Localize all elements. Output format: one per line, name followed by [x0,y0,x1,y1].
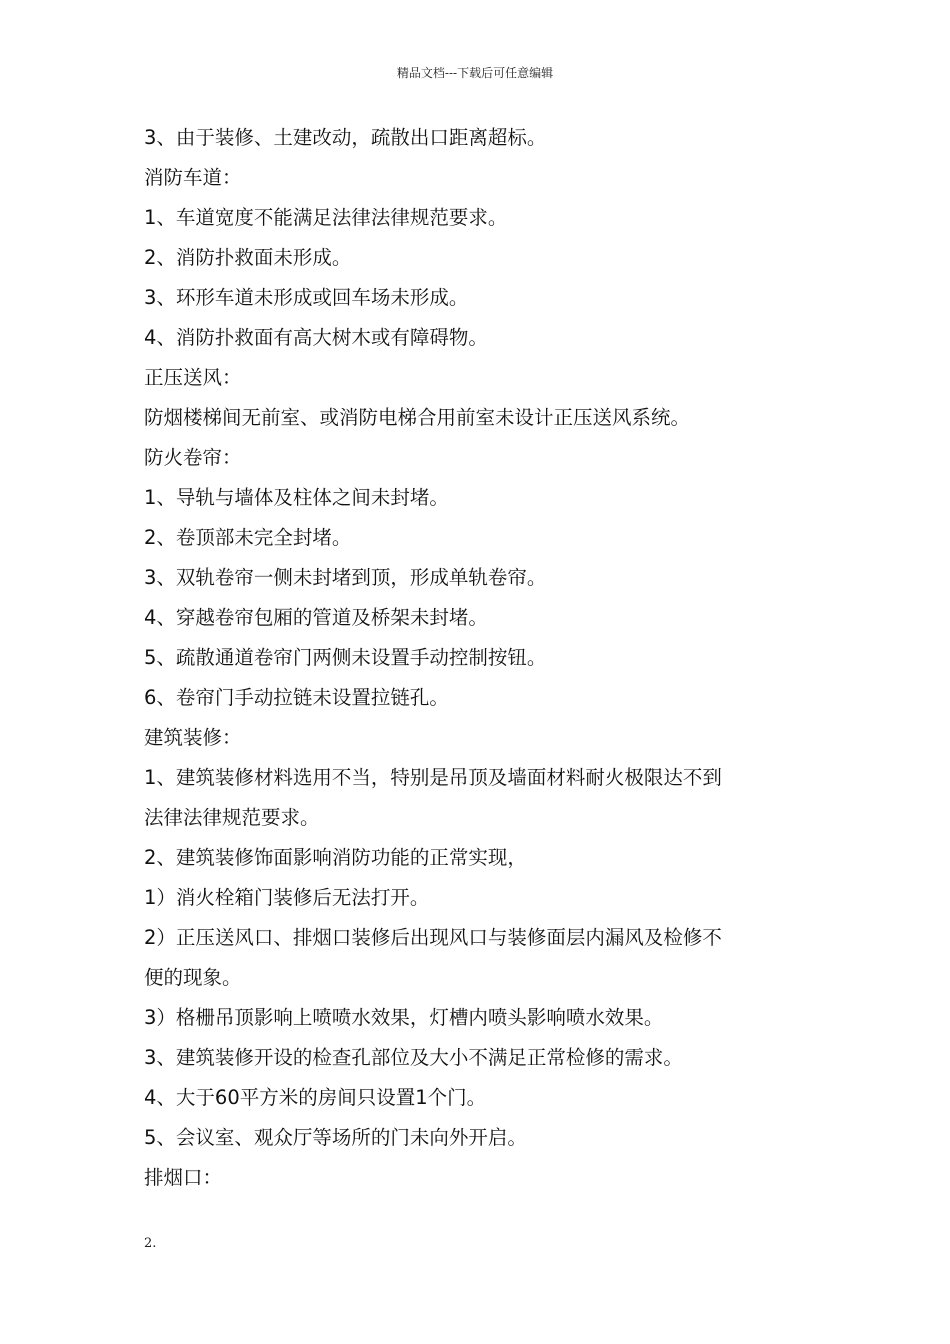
document-body [144,118,824,1198]
text-line: 4、大于60平方米的房间只设置1个门。 [144,1086,487,1109]
text-line: 便的现象。 [144,966,242,989]
section-heading: 防火卷帘： [144,446,242,469]
text-line: 1）消火栓箱门装修后无法打开。 [144,886,430,909]
text-line: 1、建筑装修材料选用不当，特别是吊顶及墙面材料耐火极限达不到 [144,766,722,789]
text-line: 3）格栅吊顶影响上喷喷水效果，灯槽内喷头影响喷水效果。 [144,1006,664,1029]
text-line: 3、双轨卷帘一侧未封堵到顶，形成单轨卷帘。 [144,566,547,589]
text-line: 3、由于装修、土建改动，疏散出口距离超标。 [144,126,547,149]
text-line: 4、穿越卷帘包厢的管道及桥架未封堵。 [144,606,488,629]
text-line: 2、建筑装修饰面影响消防功能的正常实现， [144,846,527,869]
text-line: 2、卷顶部未完全封堵。 [144,526,352,549]
section-heading: 消防车道： [144,166,242,189]
text-line: 2）正压送风口、排烟口装修后出现风口与装修面层内漏风及检修不 [144,926,722,949]
text-line: 3、环形车道未形成或回车场未形成。 [144,286,469,309]
section-heading: 正压送风： [144,366,242,389]
text-line: 1、车道宽度不能满足法律法律规范要求。 [144,206,508,229]
text-line: 6、卷帘门手动拉链未设置拉链孔。 [144,686,449,709]
text-line: 防烟楼梯间无前室、或消防电梯合用前室未设计正压送风系统。 [144,406,691,429]
text-line: 4、消防扑救面有高大树木或有障碍物。 [144,326,488,349]
text-line: 3、建筑装修开设的检查孔部位及大小不满足正常检修的需求。 [144,1046,683,1069]
text-line: 5、会议室、观众厅等场所的门未向外开启。 [144,1126,527,1149]
page-header: 精品文档---下载后可任意编辑 [396,66,554,80]
page-number: 2. [144,1236,157,1251]
text-line: 1、导轨与墙体及柱体之间未封堵。 [144,486,449,509]
text-line: 2、消防扑救面未形成。 [144,246,352,269]
text-line: 法律法律规范要求。 [144,806,320,829]
section-heading: 排烟口： [144,1166,223,1189]
text-line: 5、疏散通道卷帘门两侧未设置手动控制按钮。 [144,646,547,669]
section-heading: 建筑装修： [144,726,242,749]
